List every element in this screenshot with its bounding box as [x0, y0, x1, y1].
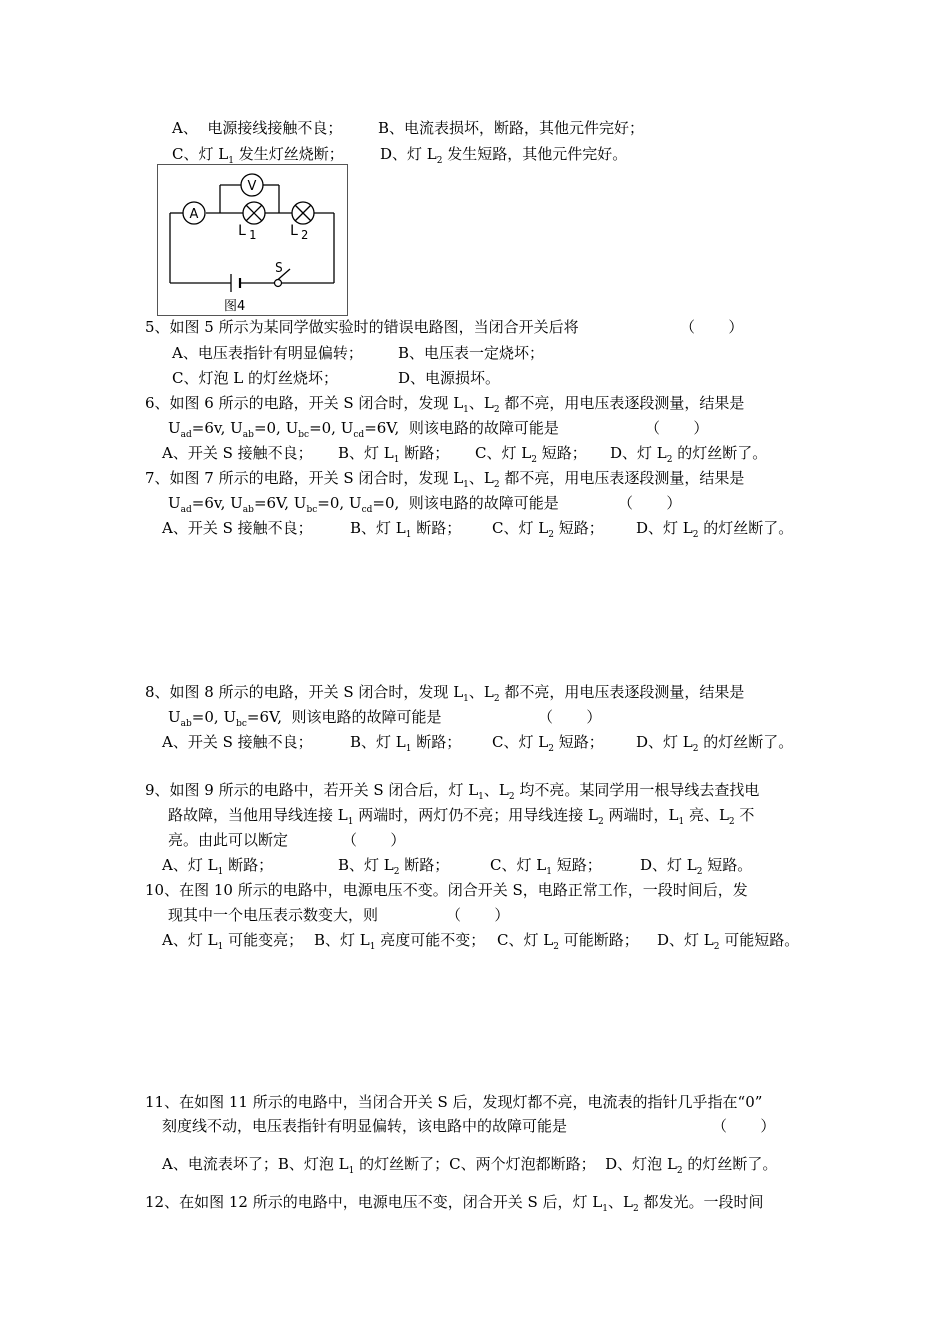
- q8-option-b: B、灯 $L_1$ 断路；: [350, 733, 462, 754]
- switch-label: S: [275, 261, 283, 276]
- q4-option-c: C、灯 $L_1$ 发生灯丝烧断；: [172, 145, 344, 166]
- q9-stem-line1: 9、如图 9 所示的电路中，若开关 S 闭合后，灯 $L_1$、$L_2$ 均不亮。某同学用一根导线去查找电: [145, 781, 760, 802]
- q9-answer-blank: （ ）: [342, 831, 406, 849]
- q7-option-c: C、灯 $L_2$ 短路；: [492, 519, 604, 540]
- lamp-l2-sub: 2: [301, 228, 309, 242]
- ammeter-symbol: [183, 202, 205, 224]
- lamp-l2-label: L: [290, 223, 299, 239]
- figure-4-circuit: [157, 164, 348, 316]
- q10-option-d: D、灯 $L_2$ 可能短路。: [657, 931, 800, 952]
- q6-option-a: A、开关 S 接触不良；: [162, 444, 313, 462]
- q10-option-c: C、灯 $L_2$ 可能断路；: [497, 931, 639, 952]
- lamp-l1-symbol: [243, 202, 265, 224]
- q10-option-b: B、灯 $L_1$ 亮度可能不变；: [314, 931, 486, 952]
- q8-answer-blank: （ ）: [538, 708, 602, 726]
- q7-stem: 7、如图 7 所示的电路，开关 S 闭合时，发现 $L_1$、$L_2$ 都不亮，用电压表逐段测量，结果是: [145, 469, 745, 490]
- q9-stem-line3: 亮。由此可以断定: [168, 831, 289, 849]
- q7-option-d: D、灯 $L_2$ 的灯丝断了。: [636, 519, 794, 540]
- q5-option-d: D、电源损坏。: [398, 369, 501, 387]
- q9-option-d: D、灯 $L_2$ 短路。: [640, 856, 753, 877]
- q11-options: A、电流表坏了；B、灯泡 $L_1$ 的灯丝断了；C、两个灯泡都断路； D、灯泡 $L_2$ 的灯丝断了。: [162, 1155, 778, 1176]
- svg-text:A: A: [189, 207, 199, 222]
- q7-answer-blank: （ ）: [618, 494, 682, 512]
- q5-option-c: C、灯泡 L 的灯丝烧坏；: [172, 369, 338, 387]
- q5-stem: 5、如图 5 所示为某同学做实验时的错误电路图，当闭合开关后将: [145, 318, 579, 336]
- q10-answer-blank: （ ）: [446, 906, 510, 924]
- q5-option-b: B、电压表一定烧坏；: [398, 344, 545, 362]
- q6-stem: 6、如图 6 所示的电路，开关 S 闭合时，发现 $L_1$、$L_2$ 都不亮，用电压表逐段测量，结果是: [145, 394, 745, 415]
- figure-caption: 图4: [224, 299, 246, 314]
- q12-stem-line1: 12、在如图 12 所示的电路中，电源电压不变，闭合开关 S 后，灯 $L_1$、$L_2$ 都发光。一段时间: [145, 1193, 764, 1214]
- svg-text:V: V: [247, 179, 257, 194]
- q9-stem-line2: 路故障，当他用导线连接 $L_1$ 两端时，两灯仍不亮；用导线连接 $L_2$ 两端时，$L_1$ 亮、$L_2$ 不: [168, 806, 755, 827]
- q4-option-a: A、 电源接线接触不良；: [172, 119, 343, 137]
- switch-contact: [275, 280, 282, 287]
- lamp-l2-symbol: [292, 202, 314, 224]
- q10-option-a: A、灯 $L_1$ 可能变亮；: [162, 931, 304, 952]
- q7-option-a: A、开关 S 接触不良；: [162, 519, 313, 537]
- q8-option-c: C、灯 $L_2$ 短路；: [492, 733, 604, 754]
- q6-option-b: B、灯 $L_1$ 断路；: [338, 444, 450, 465]
- q8-option-a: A、开关 S 接触不良；: [162, 733, 313, 751]
- lamp-l1-sub: 1: [249, 228, 257, 242]
- q4-option-d: D、灯 $L_2$ 发生短路，其他元件完好。: [380, 145, 628, 166]
- q5-option-a: A、电压表指针有明显偏转；: [172, 344, 363, 362]
- q10-stem-line2: 现其中一个电压表示数变大，则: [168, 906, 379, 924]
- q11-stem-line2: 刻度线不动，电压表指针有明显偏转，该电路中的故障可能是: [162, 1117, 568, 1135]
- q6-option-c: C、灯 $L_2$ 短路；: [475, 444, 587, 465]
- voltmeter-symbol: [241, 174, 263, 196]
- q9-option-a: A、灯 $L_1$ 断路；: [162, 856, 274, 877]
- circuit-diagram: [158, 165, 347, 315]
- q11-answer-blank: （ ）: [712, 1117, 776, 1135]
- lamp-l1-label: L: [238, 223, 247, 239]
- q9-option-c: C、灯 $L_1$ 短路；: [490, 856, 602, 877]
- q8-measurements: $U_{ab}=0$, $U_{bc}=6V$, 则该电路的故障可能是: [168, 708, 442, 729]
- q7-option-b: B、灯 $L_1$ 断路；: [350, 519, 462, 540]
- q9-option-b: B、灯 $L_2$ 断路；: [338, 856, 450, 877]
- q6-answer-blank: （ ）: [645, 419, 709, 437]
- q4-option-b: B、电流表损坏，断路，其他元件完好；: [378, 119, 645, 137]
- q10-stem-line1: 10、在图 10 所示的电路中，电源电压不变。闭合开关 S，电路正常工作，一段时间后，发: [145, 881, 748, 899]
- q7-measurements: $U_{ad}=6v$, $U_{ab}=6V$, $U_{bc}=0$, $U_{cd}=0$, 则该电路的故障可能是: [168, 494, 559, 515]
- q5-answer-blank: （ ）: [680, 318, 744, 336]
- q6-measurements: $U_{ad}=6v$, $U_{ab}=0$, $U_{bc}=0$, $U_{cd}=6V$, 则该电路的故障可能是: [168, 419, 559, 440]
- q8-stem: 8、如图 8 所示的电路，开关 S 闭合时，发现 $L_1$、$L_2$ 都不亮，用电压表逐段测量，结果是: [145, 683, 745, 704]
- q11-stem-line1: 11、在如图 11 所示的电路中，当闭合开关 S 后，发现灯都不亮，电流表的指针几乎指在“0”: [145, 1093, 763, 1111]
- q8-option-d: D、灯 $L_2$ 的灯丝断了。: [636, 733, 794, 754]
- q6-option-d: D、灯 $L_2$ 的灯丝断了。: [610, 444, 768, 465]
